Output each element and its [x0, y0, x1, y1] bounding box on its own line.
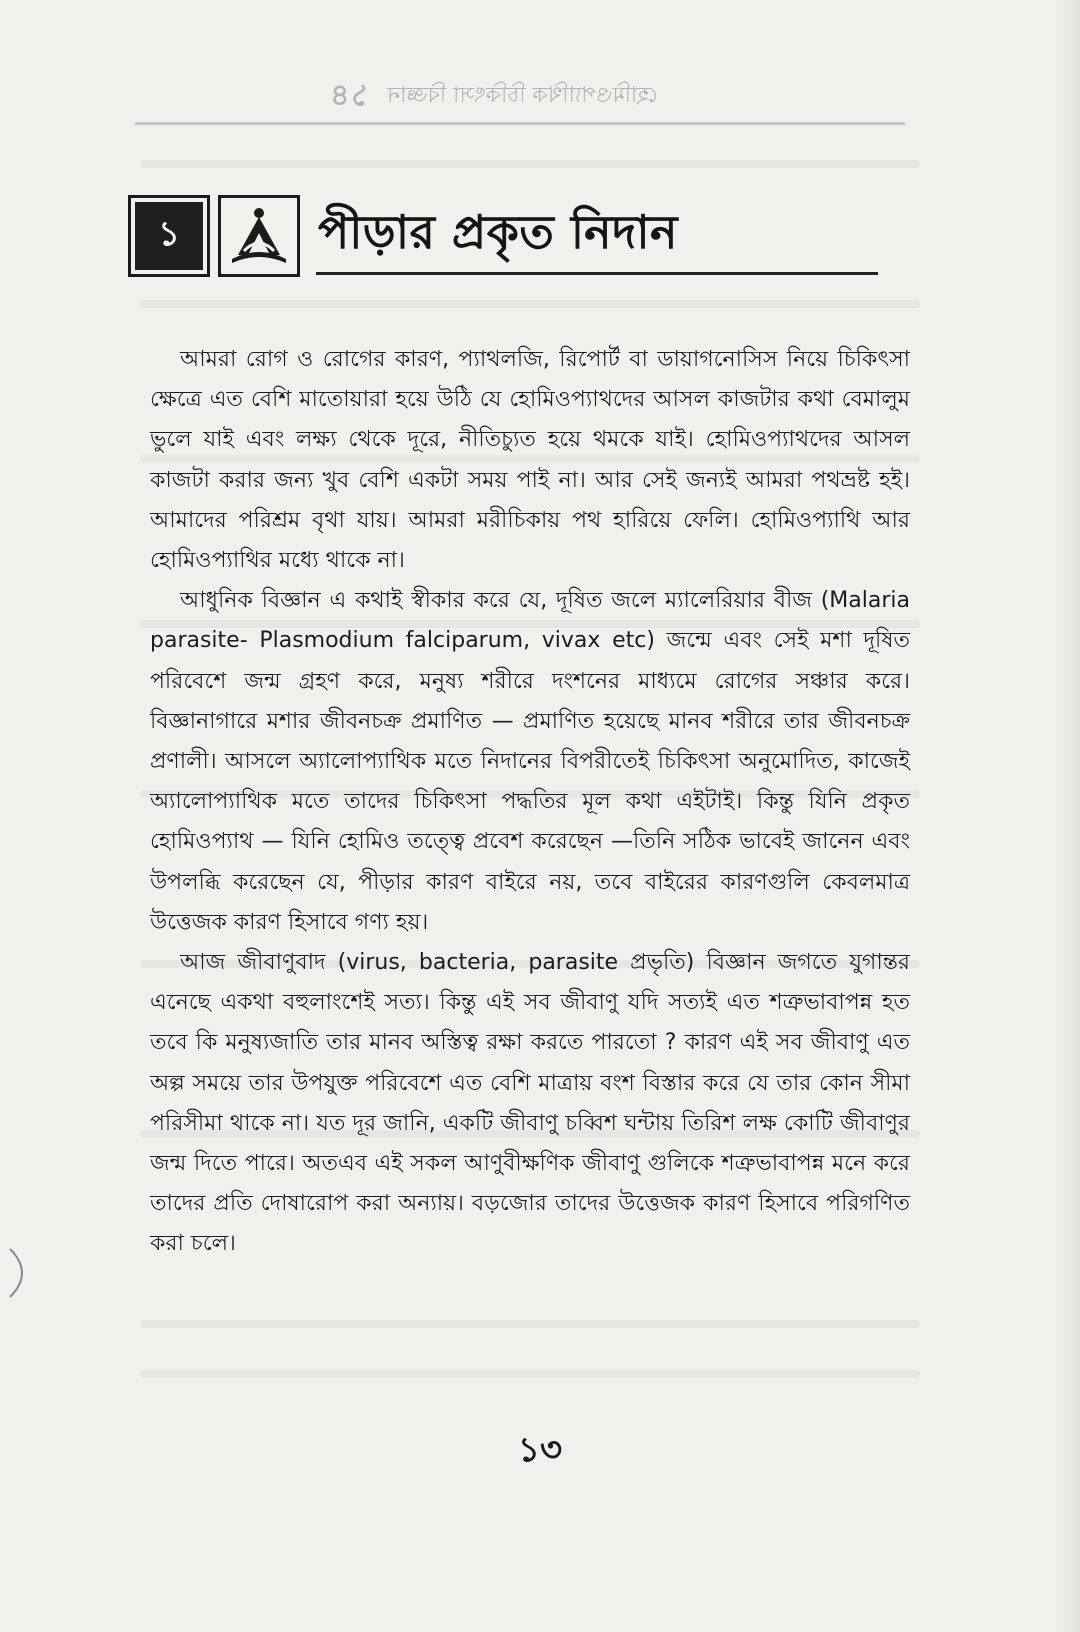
body-text: [150, 340, 910, 1265]
page-number: ১৩: [517, 1430, 563, 1470]
running-header-page-number: ১৪: [330, 77, 369, 113]
chapter-heading: [128, 195, 928, 285]
bleed-through-line: [140, 1370, 920, 1378]
chapter-number: ১: [135, 202, 203, 270]
paragraph-2: আধুনিক বিজ্ঞান এ কথাই স্বীকার করে যে, দূষিত জলে ম্যালেরিয়ার বীজ (Malaria parasite- Plasmodium falciparum, vivax etc) জন্মে এবং সেই মশা দূষিত পরিবেশে জন্ম গ্রহণ করে, মনুষ্য শরীরে দংশনের মাধ্যমে রোগের সঞ্চার করে। বিজ্ঞানাগারে মশার জীবনচক্র প্রমাণিত — প্রমাণিত হয়েছে মানব শরীরে তার জীবনচক্র প্রণালী। আসলে অ্যালোপ্যাথিক মতে নিদানের বিপরীতেই চিকিৎসা অনুমোদিত, কাজেই অ্যালোপ্যাথিক মতে তাদের চিকিৎসা পদ্ধতির মূল কথা এইটাই। কিন্তু যিনি প্রকৃত হোমিওপ্যাথ — যিনি হোমিও তত্ত্বে প্রবেশ করেছেন —তিনি সঠিক ভাবেই জানেন এবং উপলব্ধি করেছেন যে, পীড়ার কারণ বাইরে নয়, তবে বাইরের কারণগুলি কেবলমাত্র উত্তেজক কারণ হিসাবে গণ্য হয়।: [150, 588, 910, 935]
running-header-text: হোমিওপ্যাথিক চিকিৎসা বিজ্ঞান: [386, 82, 658, 108]
chapter-title: পীড়ার প্রকৃত নিদান: [318, 205, 679, 259]
paragraph-3: আজ জীবাণুবাদ (virus, bacteria, parasite প্রভৃতি) বিজ্ঞান জগতে যুগান্তর এনেছে একথা বহুলাংশেই সত্য। কিন্তু এই সব জীবাণু যদি সত্যই এত শত্রুভাবাপন্ন হত তবে কি মনুষ্যজাতি তার মানব অস্তিত্ব রক্ষা করতে পারতো ? কারণ এই সব জীবাণু এত অল্প সময়ে তার উপযুক্ত পরিবেশে এত বেশি মাত্রায় বংশ বিস্তার করে যে তার কোন সীমা পরিসীমা থাকে না। যত দূর জানি, একটি জীবাণু চব্বিশ ঘন্টায় তিরিশ লক্ষ কোটি জীবাণুর জন্ম দিতে পারে। অতএব এই সকল আণুবীক্ষণিক জীবাণু গুলিকে শত্রুভাবাপন্ন মনে করে তাদের প্রতি দোষারোপ করা অন্যায়। বড়জোর তাদের উত্তেজক কারণ হিসাবে পরিগণিত করা চলে।: [150, 950, 910, 1257]
bleed-through-line: [140, 300, 920, 308]
bleed-through-running-header: [330, 78, 890, 114]
emblem-box: [218, 195, 300, 277]
bleed-through-line: [140, 1320, 920, 1328]
homeopathy-tripod-emblem-icon: [226, 205, 292, 267]
chapter-number-box: [128, 195, 210, 277]
scan-edge-mark: [4, 1245, 38, 1301]
chapter-title-rule: [316, 272, 878, 275]
paragraph-1: আমরা রোগ ও রোগের কারণ, প্যাথলজি, রিপোর্ট বা ডায়াগনোসিস নিয়ে চিকিৎসা ক্ষেত্রে এত বেশি মাতোয়ারা হয়ে উঠি যে হোমিওপ্যাথদের আসল কাজটার কথা বেমালুম ভুলে যাই এবং লক্ষ্য থেকে দূরে, নীতিচ্যুত হয়ে থমকে যাই। হোমিওপ্যাথদের আসল কাজটা করার জন্য খুব বেশি একটা সময় পাই না। আর সেই জন্যই আমরা পথভ্রষ্ট হই। আমাদের পরিশ্রম বৃথা যায়। আমরা মরীচিকায় পথ হারিয়ে ফেলি। হোমিওপ্যাথি আর হোমিওপ্যাথির মধ্যে থাকে না।: [150, 347, 910, 574]
page-edge-shadow: [1054, 0, 1080, 1632]
bleed-through-line: [140, 160, 920, 168]
running-header-rule: [135, 122, 905, 125]
